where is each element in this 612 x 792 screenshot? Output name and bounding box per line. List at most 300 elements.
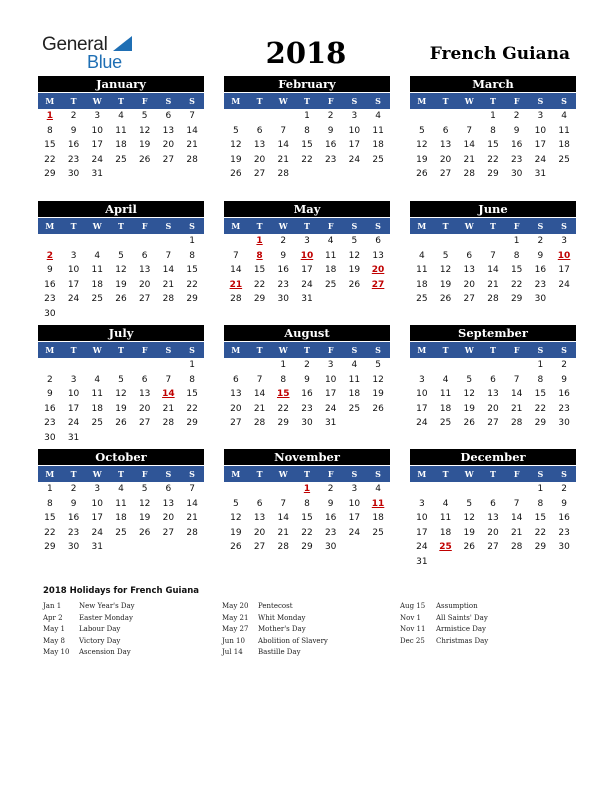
weekday-label: W — [92, 96, 102, 106]
day-cell: 22 — [277, 403, 289, 414]
day-cell: 27 — [162, 527, 175, 538]
day-cell: 23 — [301, 403, 313, 414]
day-cell — [224, 109, 248, 124]
day-cell: 17 — [558, 265, 570, 275]
day-cell: 7 — [280, 498, 287, 509]
weekday-header — [38, 92, 204, 109]
day-cell: 15 — [253, 265, 266, 275]
day-cell: 10 — [348, 125, 361, 136]
holiday-name: Whit Monday — [258, 613, 306, 622]
day-cell: 23 — [534, 279, 547, 290]
day-cell: 29 — [44, 169, 56, 179]
week-row — [224, 263, 390, 278]
week-row — [224, 358, 390, 373]
month-title: July — [38, 325, 204, 341]
day-cell: 27 — [138, 418, 151, 428]
holiday-column — [222, 601, 402, 659]
day-cell — [180, 431, 204, 446]
weekday-label: F — [141, 469, 148, 479]
weekday-label: W — [464, 221, 474, 231]
day-cell: 29 — [534, 542, 547, 552]
day-cell: 18 — [558, 140, 570, 150]
day-cell: 22 — [186, 403, 198, 414]
weekday-label: F — [327, 221, 334, 231]
day-cell: 5 — [141, 111, 148, 121]
weekday-label: T — [489, 96, 496, 106]
weekday-label: M — [45, 469, 55, 479]
day-cell — [319, 167, 343, 182]
week-row — [410, 153, 576, 168]
day-cell: 12 — [463, 513, 475, 523]
holiday-name: Easter Monday — [79, 613, 133, 622]
day-cell: 16 — [301, 389, 313, 399]
day-cell: 17 — [534, 140, 547, 150]
day-cell: 11 — [115, 125, 127, 136]
day-cell: 8 — [537, 374, 544, 385]
holiday-day-cell: 2 — [46, 250, 53, 261]
day-cell: 1 — [537, 484, 544, 494]
month-july — [38, 325, 204, 445]
holiday-name: Christmas Day — [436, 636, 489, 645]
day-cell: 24 — [91, 154, 103, 165]
holiday-item — [400, 613, 580, 625]
day-cell: 3 — [351, 484, 358, 494]
weekday-label: F — [513, 96, 520, 106]
week-row — [224, 387, 390, 402]
weekday-label: T — [303, 221, 310, 231]
day-cell: 25 — [416, 294, 428, 304]
holiday-date: Aug 15 — [400, 602, 426, 610]
day-cell: 17 — [67, 279, 80, 290]
day-cell: 21 — [186, 140, 198, 150]
day-cell: 24 — [67, 294, 80, 304]
month-may — [224, 201, 390, 307]
day-cell: 3 — [537, 111, 544, 121]
day-cell: 10 — [416, 513, 428, 523]
day-cell: 12 — [439, 265, 452, 275]
day-cell: 22 — [44, 154, 56, 165]
day-cell: 6 — [490, 374, 496, 385]
day-cell: 12 — [138, 498, 151, 509]
day-cell — [343, 167, 367, 182]
weekday-label: W — [278, 221, 288, 231]
day-cell: 9 — [70, 125, 77, 136]
day-cell: 9 — [46, 265, 53, 275]
day-cell: 16 — [277, 265, 289, 275]
weekday-label: S — [189, 469, 195, 479]
weekday-label: W — [278, 469, 288, 479]
day-cell — [434, 482, 458, 497]
day-cell — [457, 109, 481, 124]
week-row — [38, 234, 204, 249]
day-cell: 16 — [558, 389, 570, 399]
day-cell — [38, 234, 62, 249]
weekday-label: W — [92, 345, 102, 355]
day-cell — [85, 431, 109, 446]
day-cell: 13 — [138, 265, 151, 275]
day-cell: 7 — [466, 125, 473, 136]
day-cell: 12 — [138, 125, 151, 136]
weekday-label: M — [231, 96, 241, 106]
day-cell: 3 — [418, 374, 425, 385]
holiday-name: Bastille Day — [258, 648, 301, 656]
month-title: April — [38, 201, 204, 217]
day-cell: 1 — [513, 236, 520, 246]
weekday-label: T — [117, 469, 124, 479]
day-cell: 8 — [490, 125, 496, 136]
day-cell — [410, 358, 434, 373]
weekday-header — [410, 217, 576, 234]
day-cell: 18 — [416, 279, 428, 290]
day-cell: 28 — [510, 418, 523, 428]
calendar-year: 2018 — [265, 36, 347, 70]
holiday-name: All Saints' Day — [436, 613, 488, 622]
holiday-date: Nov 11 — [400, 625, 426, 633]
week-row — [38, 307, 204, 322]
week-row — [224, 402, 390, 417]
day-cell: 11 — [348, 374, 361, 385]
day-cell: 29 — [534, 418, 547, 428]
day-cell: 11 — [324, 250, 337, 261]
week-row — [38, 402, 204, 417]
day-cell — [85, 234, 109, 249]
weekday-label: M — [231, 221, 241, 231]
holiday-column — [400, 601, 580, 647]
day-cell: 22 — [44, 527, 56, 538]
weekday-label: S — [537, 221, 544, 231]
day-cell: 4 — [351, 360, 358, 370]
day-cell: 17 — [91, 513, 103, 523]
day-cell: 5 — [375, 360, 381, 370]
holiday-day-cell: 1 — [46, 111, 53, 121]
month-october — [38, 449, 204, 555]
day-cell: 8 — [304, 498, 310, 509]
day-cell: 13 — [463, 265, 475, 275]
weekday-label: T — [303, 345, 310, 355]
day-cell: 26 — [138, 154, 151, 165]
day-cell: 26 — [115, 418, 127, 428]
weekday-header — [224, 92, 390, 109]
day-cell: 15 — [534, 513, 547, 523]
month-march — [410, 76, 576, 182]
weekday-label: M — [45, 221, 55, 231]
week-row — [38, 482, 204, 497]
day-cell: 26 — [416, 169, 428, 179]
day-cell: 13 — [162, 125, 175, 136]
day-cell: 19 — [416, 154, 428, 165]
week-row — [38, 416, 204, 431]
day-cell — [248, 358, 272, 373]
day-cell — [434, 358, 458, 373]
day-cell — [271, 109, 295, 124]
day-cell: 27 — [230, 418, 242, 428]
day-cell: 26 — [230, 169, 242, 179]
week-row — [224, 249, 390, 264]
day-cell: 20 — [463, 279, 475, 290]
weekday-label: S — [189, 96, 195, 106]
day-cell: 21 — [277, 154, 289, 165]
day-cell: 13 — [162, 498, 175, 509]
day-cell: 25 — [348, 403, 361, 414]
day-cell: 11 — [91, 265, 103, 275]
day-cell: 21 — [463, 154, 475, 165]
weekday-label: W — [464, 345, 474, 355]
day-cell — [410, 482, 434, 497]
day-cell: 4 — [327, 236, 334, 246]
day-cell: 18 — [91, 279, 103, 290]
month-june — [410, 201, 576, 307]
week-row — [38, 124, 204, 139]
day-cell: 22 — [534, 527, 547, 538]
day-cell — [133, 307, 157, 322]
week-row — [38, 373, 204, 388]
day-cell: 2 — [513, 111, 520, 121]
day-cell: 9 — [561, 498, 567, 509]
holiday-name: Assumption — [436, 602, 478, 610]
week-row — [38, 526, 204, 541]
week-row — [224, 278, 390, 293]
month-february — [224, 76, 390, 182]
weekday-label: T — [442, 221, 449, 231]
day-cell: 10 — [416, 389, 428, 399]
week-row — [410, 167, 576, 182]
day-cell: 11 — [416, 265, 428, 275]
day-cell: 6 — [442, 125, 449, 136]
day-cell: 19 — [230, 527, 242, 538]
week-row — [38, 167, 204, 182]
weekday-label: S — [351, 469, 358, 479]
holiday-date: May 27 — [222, 625, 249, 633]
day-cell: 15 — [44, 140, 56, 150]
day-cell — [295, 167, 319, 182]
weekday-label: T — [256, 221, 263, 231]
day-cell: 3 — [327, 360, 334, 370]
day-cell: 22 — [510, 279, 523, 290]
day-cell — [434, 555, 458, 570]
weekday-label: T — [489, 469, 496, 479]
holidays-title: 2018 Holidays for French Guiana — [43, 586, 199, 596]
weekday-label: T — [442, 469, 449, 479]
weekday-label: F — [513, 221, 520, 231]
month-title: March — [410, 76, 576, 92]
day-cell: 2 — [537, 236, 544, 246]
holiday-date: May 20 — [222, 602, 249, 610]
week-row — [410, 416, 576, 431]
day-cell: 25 — [91, 418, 103, 428]
weekday-label: T — [70, 96, 77, 106]
day-cell: 3 — [351, 111, 358, 121]
day-cell: 15 — [186, 389, 198, 399]
day-cell — [180, 540, 204, 555]
day-cell: 10 — [67, 389, 80, 399]
day-cell: 1 — [537, 360, 544, 370]
day-cell: 16 — [67, 513, 80, 523]
month-august — [224, 325, 390, 431]
day-cell: 28 — [186, 527, 198, 538]
day-cell: 28 — [186, 154, 198, 165]
weekday-label: M — [45, 96, 55, 106]
day-cell: 30 — [534, 294, 547, 304]
day-cell: 2 — [280, 236, 287, 246]
holiday-item — [43, 647, 223, 659]
month-january — [38, 76, 204, 182]
day-cell: 28 — [487, 294, 499, 304]
day-cell: 18 — [439, 527, 452, 538]
weekday-label: W — [92, 221, 102, 231]
holiday-item — [222, 624, 402, 636]
holiday-item — [43, 601, 223, 613]
day-cell: 21 — [277, 527, 289, 538]
day-cell: 16 — [44, 403, 56, 414]
day-cell: 19 — [463, 527, 475, 538]
weekday-label: M — [417, 469, 427, 479]
day-cell — [410, 109, 434, 124]
day-cell: 7 — [490, 250, 496, 261]
day-cell: 15 — [510, 265, 523, 275]
day-cell: 3 — [561, 236, 567, 246]
day-cell: 3 — [94, 111, 101, 121]
weekday-label: T — [117, 96, 124, 106]
weekday-label: F — [327, 96, 334, 106]
day-cell: 16 — [534, 265, 547, 275]
weekday-label: S — [375, 96, 381, 106]
day-cell: 21 — [162, 279, 175, 290]
week-row — [410, 234, 576, 249]
holiday-name: Victory Day — [79, 636, 121, 645]
day-cell — [109, 167, 133, 182]
day-cell: 6 — [165, 484, 172, 494]
weekday-label: T — [489, 345, 496, 355]
week-row — [224, 373, 390, 388]
week-row — [410, 511, 576, 526]
weekday-label: S — [189, 345, 195, 355]
day-cell: 13 — [439, 140, 452, 150]
day-cell: 19 — [138, 513, 151, 523]
weekday-label: T — [256, 469, 263, 479]
week-row — [410, 540, 576, 555]
day-cell: 22 — [253, 279, 266, 290]
day-cell: 31 — [324, 418, 337, 428]
day-cell: 21 — [162, 403, 175, 414]
week-row — [38, 431, 204, 446]
holiday-column — [43, 601, 223, 659]
day-cell — [133, 540, 157, 555]
day-cell: 27 — [253, 542, 266, 552]
day-cell: 1 — [304, 111, 310, 121]
day-cell: 26 — [115, 294, 127, 304]
day-cell — [109, 431, 133, 446]
day-cell: 29 — [253, 294, 266, 304]
weekday-label: F — [141, 221, 148, 231]
day-cell: 13 — [253, 513, 266, 523]
day-cell — [457, 555, 481, 570]
day-cell — [552, 555, 576, 570]
day-cell: 26 — [439, 294, 452, 304]
day-cell: 27 — [463, 294, 475, 304]
day-cell — [481, 234, 505, 249]
week-row — [224, 234, 390, 249]
day-cell: 3 — [70, 250, 77, 261]
day-cell: 29 — [301, 542, 313, 552]
day-cell: 24 — [416, 418, 428, 428]
weekday-label: M — [231, 345, 241, 355]
day-cell: 1 — [189, 236, 195, 246]
day-cell — [552, 292, 576, 307]
holiday-item — [222, 636, 402, 648]
day-cell: 6 — [141, 374, 148, 385]
weekday-header — [224, 217, 390, 234]
day-cell: 16 — [324, 513, 337, 523]
weekday-header — [410, 465, 576, 482]
day-cell: 23 — [510, 154, 523, 165]
week-row — [410, 138, 576, 153]
holiday-day-cell: 10 — [557, 250, 571, 261]
day-cell: 9 — [561, 374, 567, 385]
day-cell: 20 — [138, 279, 151, 290]
week-row — [38, 292, 204, 307]
weekday-label: F — [513, 345, 520, 355]
day-cell: 31 — [301, 294, 313, 304]
day-cell: 19 — [138, 140, 151, 150]
holiday-item — [43, 613, 223, 625]
day-cell: 31 — [91, 169, 103, 179]
day-cell: 25 — [558, 154, 570, 165]
week-row — [224, 511, 390, 526]
weekday-label: F — [327, 345, 334, 355]
holiday-item — [222, 647, 402, 659]
day-cell: 24 — [558, 279, 570, 290]
day-cell: 28 — [230, 294, 242, 304]
day-cell: 14 — [277, 513, 289, 523]
day-cell: 2 — [327, 111, 334, 121]
day-cell — [62, 307, 86, 322]
day-cell: 17 — [67, 403, 80, 414]
week-row — [224, 416, 390, 431]
day-cell: 7 — [189, 111, 195, 121]
weekday-label: M — [417, 221, 427, 231]
logo-text-general: General — [42, 34, 108, 55]
day-cell — [133, 358, 157, 373]
day-cell: 25 — [324, 279, 337, 290]
day-cell: 4 — [561, 111, 567, 121]
day-cell: 15 — [44, 513, 56, 523]
day-cell: 24 — [91, 527, 103, 538]
day-cell — [109, 540, 133, 555]
day-cell: 31 — [67, 432, 80, 443]
day-cell: 11 — [439, 513, 452, 523]
day-cell: 27 — [253, 169, 266, 179]
weekday-label: S — [351, 221, 358, 231]
day-cell: 25 — [372, 527, 384, 538]
day-cell: 26 — [348, 279, 361, 290]
day-cell: 5 — [118, 374, 124, 385]
day-cell: 28 — [162, 418, 175, 428]
weekday-label: S — [189, 221, 195, 231]
day-cell: 5 — [442, 250, 449, 261]
holiday-date: Apr 2 — [43, 613, 63, 622]
holiday-date: Dec 25 — [400, 636, 425, 645]
week-row — [224, 497, 390, 512]
month-september — [410, 325, 576, 431]
day-cell: 8 — [537, 498, 544, 509]
day-cell: 1 — [46, 484, 53, 494]
day-cell: 15 — [534, 389, 547, 399]
country-name: French Guiana — [429, 44, 570, 64]
day-cell: 28 — [253, 418, 266, 428]
day-cell: 14 — [277, 140, 289, 150]
day-cell: 27 — [487, 542, 499, 552]
logo-text-blue: Blue — [87, 52, 122, 72]
